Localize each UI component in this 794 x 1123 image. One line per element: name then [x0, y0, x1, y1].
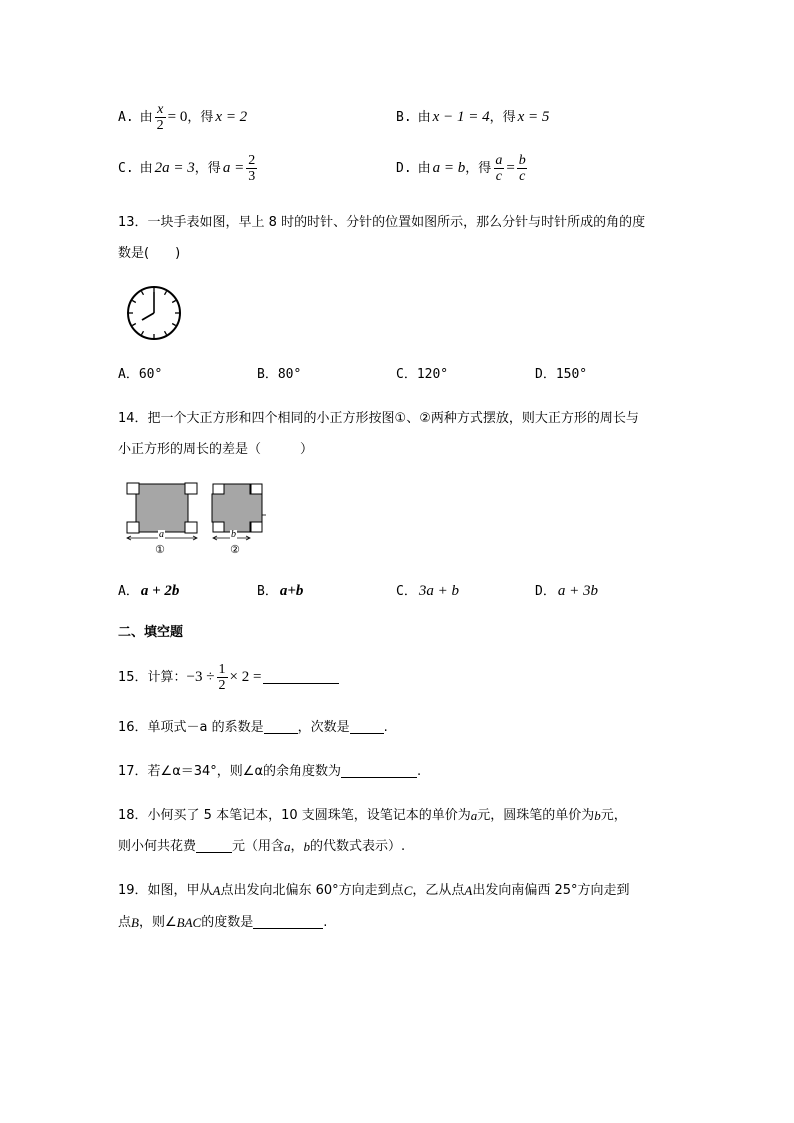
expression: 2a = 3 — [154, 160, 195, 176]
question-text: 点 — [118, 915, 132, 930]
answer-blank[interactable] — [264, 721, 298, 734]
option-letter: D. — [396, 161, 412, 176]
variable: A — [212, 883, 221, 898]
fraction — [517, 153, 528, 184]
question-text: 的代数式表示）. — [310, 839, 406, 854]
q16 — [118, 721, 388, 734]
q14-option-b — [257, 584, 303, 599]
question-text: 元，圆珠笔的单价为 — [477, 808, 595, 823]
small-square — [251, 484, 262, 494]
expression: a + 2b — [140, 583, 180, 599]
expression: x = 5 — [517, 109, 550, 125]
numerator: b — [518, 153, 526, 168]
section-heading: 二、填空题 — [118, 625, 184, 640]
denominator: c — [495, 169, 502, 184]
small-square — [251, 522, 262, 532]
question-text: 17．若∠α＝34°，则∠α的余角度数为 — [118, 764, 342, 779]
option-text: 由 — [417, 161, 431, 176]
denominator: 2 — [218, 678, 226, 693]
expression: a + 3b — [557, 583, 598, 599]
numerator: x — [157, 102, 164, 117]
numerator: a — [495, 153, 503, 168]
denominator: c — [519, 169, 526, 184]
option-text: 由 — [139, 161, 153, 176]
numerator: 2 — [248, 153, 256, 168]
expression: a = b — [432, 160, 466, 176]
variable: b — [594, 808, 601, 823]
question-text: . — [323, 915, 328, 930]
question-text: ，次数是 — [297, 720, 350, 735]
question-text: ，则∠ — [138, 915, 177, 930]
option-letter: C. — [118, 161, 134, 176]
question-text: 的度数是 — [201, 915, 254, 930]
option-text: 由 — [139, 110, 153, 125]
option-letter: B. — [396, 110, 412, 125]
small-square — [185, 483, 197, 494]
variable: A — [464, 883, 473, 898]
big-square — [136, 484, 188, 532]
option-letter: D． — [535, 584, 556, 599]
answer-blank[interactable] — [196, 840, 232, 853]
small-square — [127, 522, 139, 533]
q18-line1 — [118, 809, 627, 822]
fraction — [155, 102, 166, 133]
option-letter: C． — [396, 584, 417, 599]
question-text: . — [417, 764, 422, 779]
q14-line2: 小正方形的周长的差是（ ） — [118, 442, 314, 457]
answer-blank[interactable] — [253, 916, 323, 929]
fraction — [217, 662, 228, 693]
question-text: 点出发向北偏东 60°方向走到点 — [220, 883, 404, 898]
q13-option-d: D．150° — [535, 367, 588, 382]
option-letter: A． — [118, 584, 139, 599]
option-text: ，得 — [187, 110, 214, 125]
q13-option-c: C．120° — [396, 367, 449, 382]
variable: B — [131, 915, 139, 930]
option-text: ，得 — [194, 161, 221, 176]
q14-line1: 14．把一个大正方形和四个相同的小正方形按图①、②两种方式摆放，则大正方形的周长与 — [118, 411, 639, 426]
q15 — [118, 662, 339, 693]
small-square — [185, 522, 197, 533]
denominator: 3 — [248, 169, 256, 184]
answer-blank[interactable] — [263, 671, 339, 684]
q14-option-c — [396, 584, 459, 599]
question-text: ，乙从点 — [412, 883, 465, 898]
label-b: b — [231, 529, 236, 540]
denominator: 2 — [156, 118, 164, 133]
question-text: 16．单项式－a 的系数是 — [118, 720, 264, 735]
q17 — [118, 765, 421, 778]
small-square — [213, 484, 224, 494]
answer-blank[interactable] — [341, 765, 417, 778]
variable: C — [403, 883, 413, 898]
expression: a+b — [279, 583, 304, 599]
question-text: 元， — [600, 808, 627, 823]
fraction — [246, 153, 257, 184]
expression: −3 ÷ — [186, 669, 215, 685]
variable: BAC — [176, 915, 202, 930]
question-text: 19．如图，甲从 — [118, 883, 213, 898]
q14-option-a — [118, 584, 179, 599]
q19-line1 — [118, 884, 630, 897]
question-text: 则小何共花费 — [118, 839, 197, 854]
answer-blank[interactable] — [350, 721, 384, 734]
caption-2: ② — [230, 543, 240, 556]
expression: 3a + b — [418, 583, 459, 599]
question-text: 15．计算： — [118, 670, 187, 685]
q12-option-c — [118, 153, 259, 184]
label-a: a — [159, 529, 164, 540]
q14-option-d — [535, 584, 598, 599]
small-square — [127, 483, 139, 494]
question-text: ， — [290, 839, 304, 854]
clock-figure — [126, 285, 182, 341]
q12-option-b — [396, 110, 549, 125]
q18-line2 — [118, 840, 405, 853]
expression: x = 2 — [215, 109, 248, 125]
option-text: ，得 — [489, 110, 516, 125]
expression: a = — [222, 160, 245, 176]
q13-line2: 数是( ) — [118, 246, 181, 261]
variable: a — [284, 839, 291, 854]
variable: b — [303, 839, 311, 854]
expression: x − 1 = 4 — [432, 109, 490, 125]
q12-option-a — [118, 102, 247, 133]
figure-2 — [210, 480, 270, 546]
option-text: 由 — [417, 110, 431, 125]
caption-1: ① — [155, 543, 165, 556]
question-text: 18．小何买了 5 本笔记本，10 支圆珠笔，设笔记本的单价为 — [118, 808, 471, 823]
q12-option-d — [396, 153, 530, 184]
q13-option-b: B．80° — [257, 367, 302, 382]
expression: = 0 — [167, 109, 188, 125]
q19-line2 — [118, 916, 327, 929]
option-text: ，得 — [465, 161, 492, 176]
question-text: 元（用含 — [232, 839, 285, 854]
fraction — [493, 153, 504, 184]
numerator: 1 — [218, 662, 226, 677]
expression: × 2 = — [229, 669, 262, 685]
q13-option-a: A．60° — [118, 367, 163, 382]
question-text: . — [383, 720, 388, 735]
question-text: 出发向南偏西 25°方向走到 — [472, 883, 630, 898]
small-square — [213, 522, 224, 532]
q13-line1: 13．一块手表如图，早上 8 时的时针、分针的位置如图所示，那么分针与时针所成的角的度 — [118, 215, 646, 230]
option-letter: A. — [118, 110, 134, 125]
variable: a — [470, 808, 478, 823]
expression: = — [506, 160, 515, 176]
option-letter: B． — [257, 584, 278, 599]
